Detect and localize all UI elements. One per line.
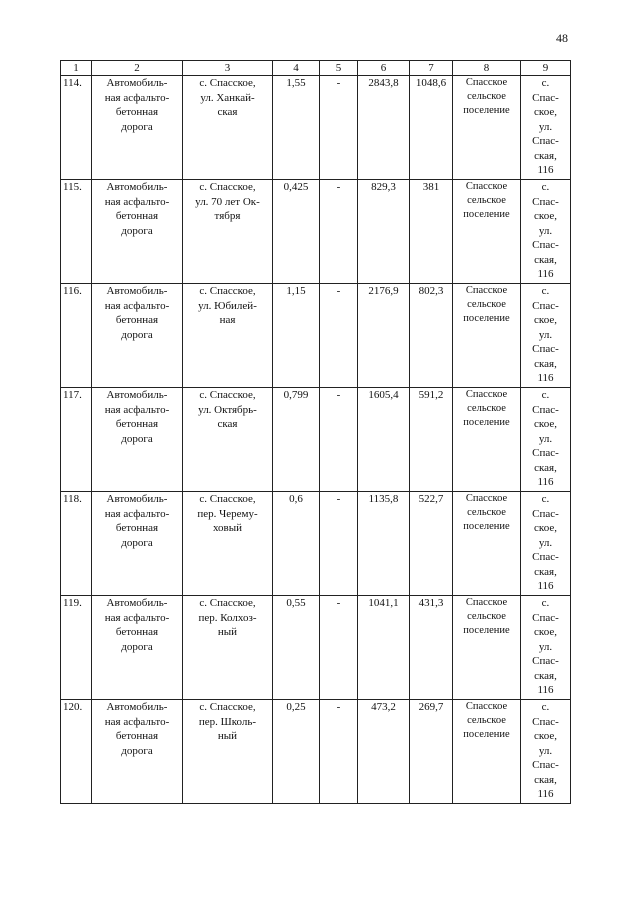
table-row: [61, 492, 571, 596]
column-7-value: 802,3: [410, 284, 453, 388]
table-row: [61, 180, 571, 284]
address: с. Спасское, ул. Октябрь- ская: [198, 389, 257, 430]
address-cell: [183, 700, 273, 804]
table-row: [61, 596, 571, 700]
owner: Спасское сельское поселение: [463, 493, 510, 532]
column-7-value: 269,7: [410, 700, 453, 804]
object-type-cell: [92, 284, 183, 388]
address-cell: [183, 180, 273, 284]
length-value: 0,25: [273, 700, 320, 804]
column-header: 2: [92, 61, 183, 76]
address: с. Спасское, пер. Школь- ный: [198, 701, 257, 742]
column-6-value: 2843,8: [358, 76, 410, 180]
object-type-cell: [92, 596, 183, 700]
owner: Спасское сельское поселение: [463, 181, 510, 220]
roads-table: [60, 60, 571, 804]
object-type-cell: [92, 76, 183, 180]
owner: Спасское сельское поселение: [463, 389, 510, 428]
location-cell: [521, 284, 571, 388]
column-7-value: 381: [410, 180, 453, 284]
owner-cell: [453, 284, 521, 388]
column-5-value: -: [320, 388, 358, 492]
location-cell: [521, 388, 571, 492]
address: с. Спасское, пер. Черему- ховый: [197, 493, 258, 534]
object-type: Автомобиль- ная асфальто- бетонная дорога: [104, 701, 170, 757]
location: с. Спас- ское, ул. Спас- ская, 116: [532, 597, 559, 696]
object-type-cell: [92, 180, 183, 284]
length-value: 0,6: [273, 492, 320, 596]
object-type-cell: [92, 388, 183, 492]
address-cell: [183, 284, 273, 388]
column-7-value: 431,3: [410, 596, 453, 700]
owner-cell: [453, 388, 521, 492]
table-row: [61, 76, 571, 180]
location-cell: [521, 596, 571, 700]
address: с. Спасское, пер. Колхоз- ный: [198, 597, 257, 638]
length-value: 1,55: [273, 76, 320, 180]
address-cell: [183, 492, 273, 596]
length-value: 0,799: [273, 388, 320, 492]
address: с. Спасское, ул. 70 лет Ок- тября: [195, 181, 260, 222]
table-row: [61, 700, 571, 804]
owner-cell: [453, 180, 521, 284]
column-5-value: -: [320, 76, 358, 180]
row-number: 118.: [61, 492, 92, 596]
row-number: 115.: [61, 180, 92, 284]
column-6-value: 473,2: [358, 700, 410, 804]
object-type-cell: [92, 700, 183, 804]
column-5-value: -: [320, 596, 358, 700]
location: с. Спас- ское, ул. Спас- ская, 116: [532, 701, 559, 800]
column-header: 5: [320, 61, 358, 76]
object-type: Автомобиль- ная асфальто- бетонная дорога: [104, 285, 170, 341]
owner-cell: [453, 596, 521, 700]
column-6-value: 829,3: [358, 180, 410, 284]
row-number: 114.: [61, 76, 92, 180]
page-number: 48: [556, 31, 568, 45]
row-number: 120.: [61, 700, 92, 804]
column-6-value: 1041,1: [358, 596, 410, 700]
location-cell: [521, 492, 571, 596]
column-5-value: -: [320, 700, 358, 804]
owner-cell: [453, 700, 521, 804]
column-header: 9: [521, 61, 571, 76]
header-row: [61, 61, 571, 76]
object-type-cell: [92, 492, 183, 596]
column-7-value: 1048,6: [410, 76, 453, 180]
owner: Спасское сельское поселение: [463, 285, 510, 324]
owner: Спасское сельское поселение: [463, 77, 510, 116]
address-cell: [183, 596, 273, 700]
location: с. Спас- ское, ул. Спас- ская, 116: [532, 77, 559, 176]
location-cell: [521, 180, 571, 284]
column-5-value: -: [320, 180, 358, 284]
owner: Спасское сельское поселение: [463, 701, 510, 740]
object-type: Автомобиль- ная асфальто- бетонная дорога: [104, 181, 170, 237]
location: с. Спас- ское, ул. Спас- ская, 116: [532, 285, 559, 384]
column-header: 1: [61, 61, 92, 76]
owner-cell: [453, 492, 521, 596]
object-type: Автомобиль- ная асфальто- бетонная дорога: [104, 597, 170, 653]
location: с. Спас- ское, ул. Спас- ская, 116: [532, 181, 559, 280]
owner-cell: [453, 76, 521, 180]
column-header: 4: [273, 61, 320, 76]
column-6-value: 1605,4: [358, 388, 410, 492]
column-6-value: 2176,9: [358, 284, 410, 388]
length-value: 0,55: [273, 596, 320, 700]
column-6-value: 1135,8: [358, 492, 410, 596]
location-cell: [521, 76, 571, 180]
address-cell: [183, 388, 273, 492]
table-row: [61, 284, 571, 388]
address-cell: [183, 76, 273, 180]
object-type: Автомобиль- ная асфальто- бетонная дорога: [104, 77, 170, 133]
column-5-value: -: [320, 492, 358, 596]
row-number: 117.: [61, 388, 92, 492]
object-type: Автомобиль- ная асфальто- бетонная дорога: [104, 389, 170, 445]
column-header: 3: [183, 61, 273, 76]
row-number: 116.: [61, 284, 92, 388]
length-value: 1,15: [273, 284, 320, 388]
length-value: 0,425: [273, 180, 320, 284]
column-header: 8: [453, 61, 521, 76]
location: с. Спас- ское, ул. Спас- ская, 116: [532, 493, 559, 592]
owner: Спасское сельское поселение: [463, 597, 510, 636]
object-type: Автомобиль- ная асфальто- бетонная дорога: [104, 493, 170, 549]
column-5-value: -: [320, 284, 358, 388]
location: с. Спас- ское, ул. Спас- ская, 116: [532, 389, 559, 488]
address: с. Спасское, ул. Ханкай- ская: [199, 77, 256, 118]
column-header: 7: [410, 61, 453, 76]
address: с. Спасское, ул. Юбилей- ная: [198, 285, 257, 326]
location-cell: [521, 700, 571, 804]
column-7-value: 591,2: [410, 388, 453, 492]
column-7-value: 522,7: [410, 492, 453, 596]
row-number: 119.: [61, 596, 92, 700]
column-header: 6: [358, 61, 410, 76]
table-row: [61, 388, 571, 492]
